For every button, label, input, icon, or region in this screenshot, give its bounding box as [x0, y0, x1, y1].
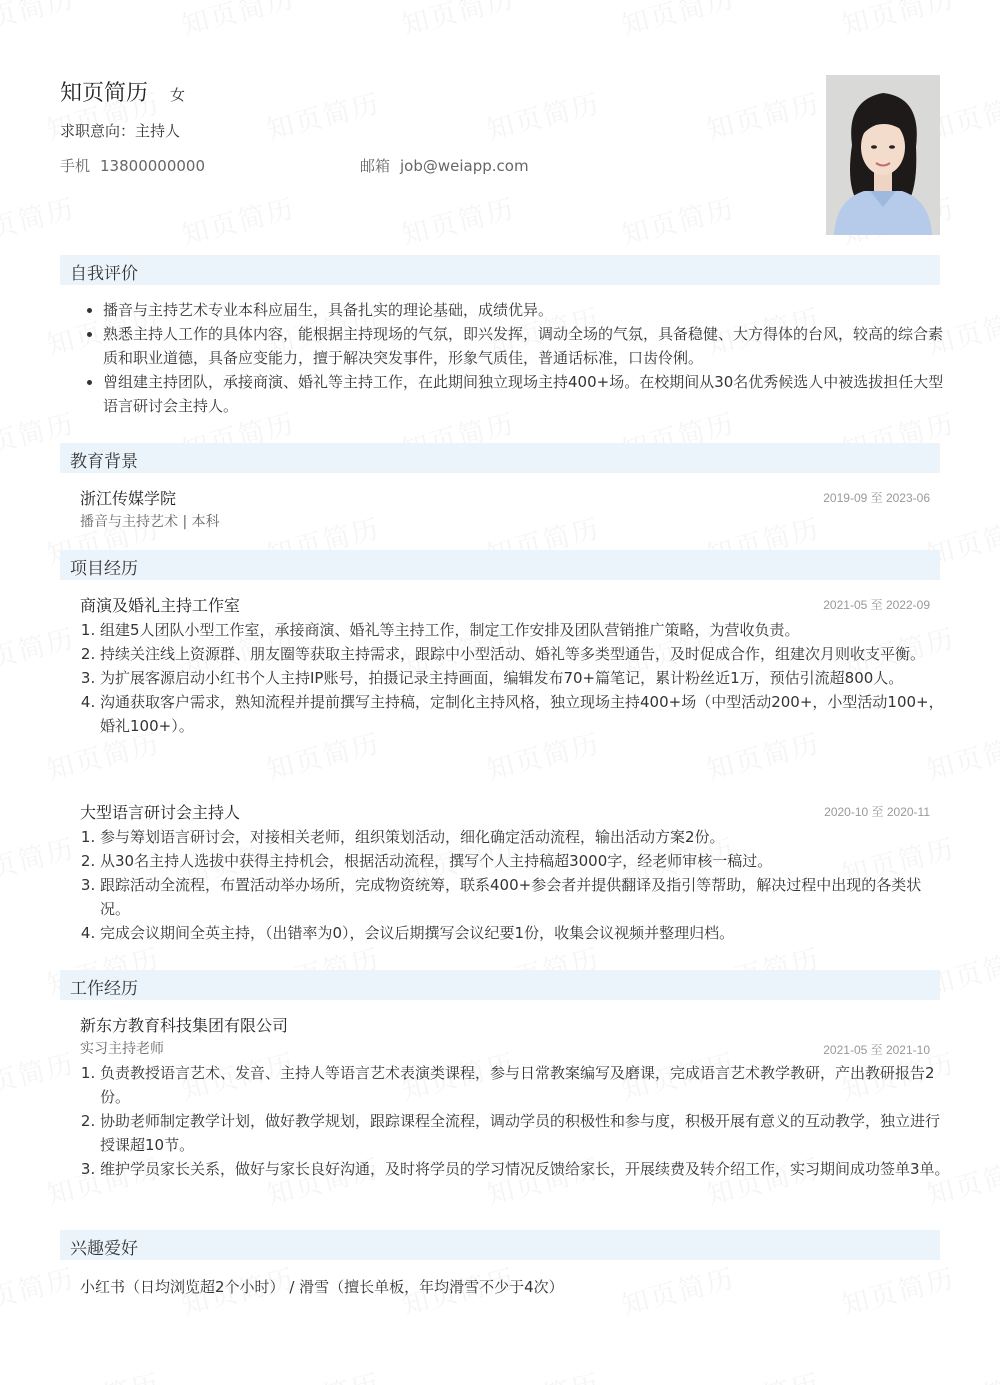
- list-item: 4. 沟通获取客户需求，熟知流程并提前撰写主持稿，定制化主持风格，独立现场主持400+场（中型活动200+，小型活动100+，婚礼100+）。: [100, 690, 950, 738]
- project-date: 2020-10 至 2020-11: [824, 805, 930, 819]
- major-degree: 播音与主持艺术 | 本科: [80, 514, 220, 530]
- project-duties-list: [78, 618, 950, 738]
- section-title: 项目经历: [70, 559, 138, 579]
- section-title: 兴趣爱好: [70, 1239, 138, 1259]
- section-title: 工作经历: [70, 979, 138, 999]
- hobbies-text: 小红书（日均浏览超2个小时） / 滑雪（擅长单板，年均滑雪不少于4次）: [80, 1278, 564, 1296]
- list-item: 2. 从30名主持人选拔中获得主持机会，根据活动流程，撰写个人主持稿超3000字，经老师审核一稿过。: [100, 849, 950, 873]
- school-name: 浙江传媒学院: [80, 489, 177, 508]
- section-title: 自我评价: [70, 264, 138, 284]
- education-date: 2019-09 至 2023-06: [823, 491, 930, 505]
- list-item: 3. 维护学员家长关系，做好与家长良好沟通，及时将学员的学习情况反馈给家长，开展续费及转介绍工作，实习期间成功签单3单。: [100, 1157, 950, 1181]
- project-date: 2021-05 至 2022-09: [823, 598, 930, 612]
- phone-contact: [60, 155, 205, 176]
- list-item: 2. 协助老师制定教学计划，做好教学规划，跟踪课程全流程，调动学员的积极性和参与度，积极开展有意义的互动教学，独立进行授课超10节。: [100, 1109, 950, 1157]
- email-value: job@weiapp.com: [400, 157, 529, 175]
- section-title: 教育背景: [70, 452, 138, 472]
- email-label: 邮箱: [360, 157, 391, 175]
- list-item: 1. 参与筹划语言研讨会，对接相关老师，组织策划活动，细化确定活动流程，输出活动方案2份。: [100, 825, 950, 849]
- section-header-education: [60, 443, 940, 473]
- candidate-gender: 女: [170, 86, 186, 104]
- list-item: 4. 完成会议期间全英主持，（出错率为0），会议后期撰写会议纪要1份，收集会议视频并整理归档。: [100, 921, 950, 945]
- profile-photo: [826, 75, 940, 235]
- phone-value: 13800000000: [100, 157, 205, 175]
- section-header-projects: [60, 550, 940, 580]
- list-item: • 曾组建主持团队，承接商演、婚礼等主持工作，在此期间独立现场主持400+场。在校期间从30名优秀候选人中被选拔担任大型语言研讨会主持人。: [103, 370, 948, 418]
- section-header-self-evaluation: [60, 255, 940, 285]
- work-duties-list: [78, 1061, 950, 1181]
- list-item: 1. 组建5人团队小型工作室，承接商演、婚礼等主持工作，制定工作安排及团队营销推广策略，为营收负责。: [100, 618, 950, 642]
- profile-photo-illustration: [826, 75, 940, 235]
- project-name: 商演及婚礼主持工作室: [80, 596, 241, 615]
- job-intent: 求职意向：主持人: [60, 122, 181, 140]
- project-duties-list: [78, 825, 950, 945]
- list-item: • 播音与主持艺术专业本科应届生，具备扎实的理论基础，成绩优异。: [103, 298, 948, 322]
- work-date: 2021-05 至 2021-10: [823, 1043, 930, 1057]
- project-name: 大型语言研讨会主持人: [80, 803, 241, 822]
- list-item: 2. 持续关注线上资源群、朋友圈等获取主持需求，跟踪中小型活动、婚礼等多类型通告，及时促成合作，组建次月则收支平衡。: [100, 642, 950, 666]
- section-header-work: [60, 970, 940, 1000]
- list-item: 3. 跟踪活动全流程，布置活动举办场所，完成物资统筹，联系400+参会者并提供翻译及指引等帮助，解决过程中出现的各类状况。: [100, 873, 950, 921]
- job-role: 实习主持老师: [80, 1041, 164, 1057]
- list-item: 3. 为扩展客源启动小红书个人主持IP账号，拍摄记录主持画面，编辑发布70+篇笔记，累计粉丝近1万，预估引流超800人。: [100, 666, 950, 690]
- email-contact: [360, 155, 529, 176]
- section-header-hobbies: [60, 1230, 940, 1260]
- company-name: 新东方教育科技集团有限公司: [80, 1016, 289, 1035]
- list-item: • 熟悉主持人工作的具体内容，能根据主持现场的气氛，即兴发挥，调动全场的气氛，具备稳健、大方得体的台风，较高的综合素质和职业道德，具备应变能力，擅于解决突发事件，形象气质佳，普通话标准，口齿伶俐。: [103, 322, 948, 370]
- list-item: 1. 负责教授语言艺术、发音、主持人等语言艺术表演类课程，参与日常教案编写及磨课，完成语言艺术教学教研，产出教研报告2份。: [100, 1061, 950, 1109]
- self-evaluation-list: [82, 298, 948, 418]
- phone-label: 手机: [60, 157, 91, 175]
- candidate-name: 知页简历: [60, 81, 149, 106]
